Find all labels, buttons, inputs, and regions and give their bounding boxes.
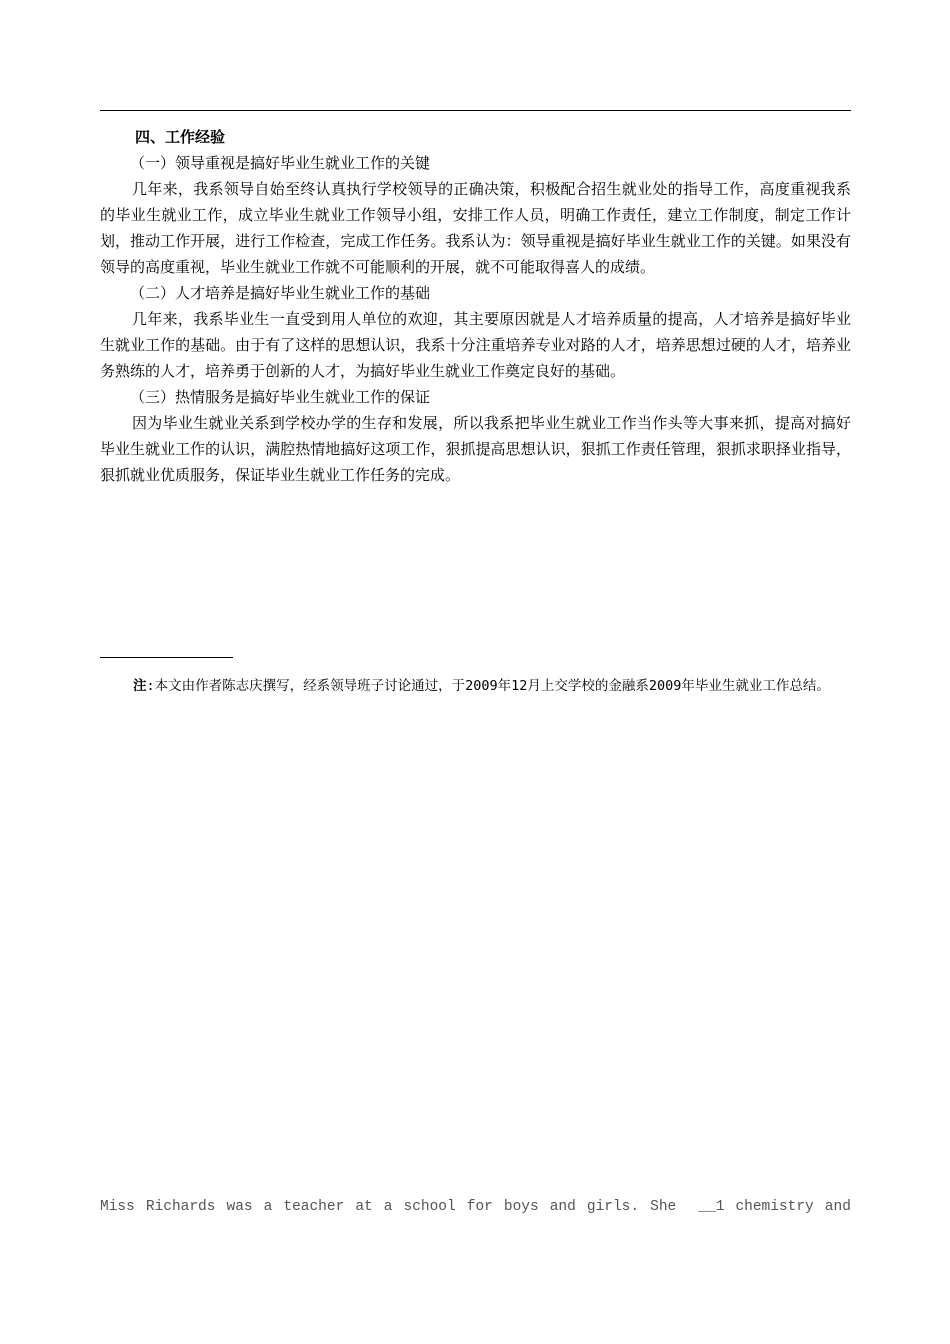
main-content [100, 124, 851, 488]
english-word: She [650, 1199, 677, 1215]
subsection-body-3: 因为毕业生就业关系到学校办学的生存和发展，所以我系把毕业生就业工作当作头等大事来抓，提高对搞好毕业生就业工作的认识，满腔热情地搞好这项工作，狠抓提高思想认识，狠抓工作责任管理，狠抓求职择业指导，狠抓就业优质服务，保证毕业生就业工作任务的完成。 [100, 414, 851, 484]
english-word: at [355, 1199, 373, 1215]
subsection-body-2: 几年来，我系毕业生一直受到用人单位的欢迎，其主要原因就是人才培养质量的提高，人才培养是搞好毕业生就业工作的基础。由于有了这样的思想认识，我系十分注重培养专业对路的人才，培养思想过硬的人才，培养业务熟练的人才，培养勇于创新的人才，为搞好毕业生就业工作奠定良好的基础。 [100, 310, 851, 380]
subsection-heading-1: （一）领导重视是搞好毕业生就业工作的关键 [130, 154, 431, 172]
english-word: a [263, 1199, 273, 1215]
subsection-body-1: 几年来，我系领导自始至终认真执行学校领导的正确决策，积极配合招生就业处的指导工作，高度重视我系的毕业生就业工作，成立毕业生就业工作领导小组，安排工作人员，明确工作责任，建立工作制度，制定工作计划，推动工作开展，进行工作检查，完成工作任务。我系认为：领导重视是搞好毕业生就业工作的关键。如果没有领导的高度重视，毕业生就业工作就不可能顺利的开展，就不可能取得喜人的成绩。 [100, 180, 851, 276]
footnote [100, 673, 851, 700]
footnote-separator [100, 657, 233, 658]
header-rule [100, 110, 851, 111]
english-word: girls. [586, 1199, 640, 1215]
english-word: for [466, 1199, 493, 1215]
english-word: __1 [698, 1199, 725, 1215]
english-word: and [824, 1199, 851, 1215]
subsection-heading-2: （二）人才培养是搞好毕业生就业工作的基础 [130, 284, 431, 302]
english-word: was [226, 1199, 253, 1215]
english-word: chemistry [735, 1199, 814, 1215]
english-word: boys [503, 1199, 539, 1215]
english-word: teacher [283, 1199, 345, 1215]
section-title: 四、工作经验 [135, 128, 226, 146]
english-word: school [403, 1199, 456, 1215]
footnote-text: :本文由作者陈志庆撰写，经系领导班子讨论通过，于2009年12月上交学校的金融系2009年毕业生就业工作总结。 [146, 678, 830, 694]
footnote-label: 注 [133, 678, 147, 694]
english-word: and [549, 1199, 576, 1215]
english-word: a [383, 1199, 393, 1215]
subsection-heading-3: （三）热情服务是搞好毕业生就业工作的保证 [130, 388, 431, 406]
english-word: Miss [100, 1199, 135, 1215]
english-passage-line [100, 1197, 851, 1217]
english-word: Richards [145, 1199, 216, 1215]
